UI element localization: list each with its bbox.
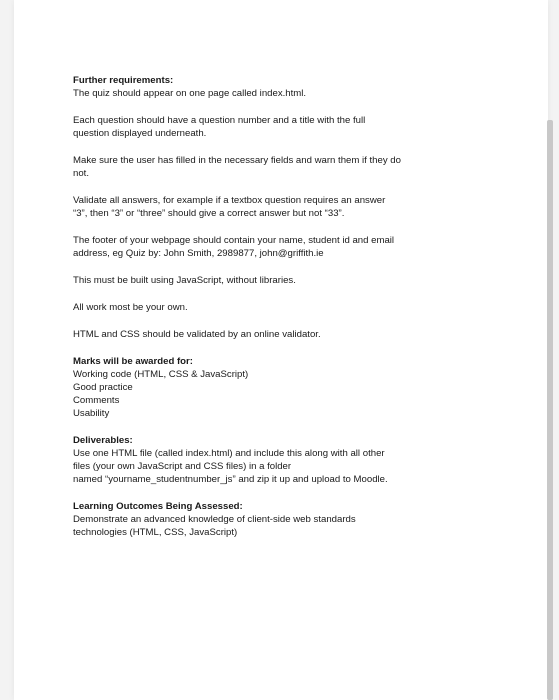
deliverables-line-2: files (your own JavaScript and CSS files) in a folder (73, 461, 292, 472)
outcomes-line-1: Demonstrate an advanced knowledge of client-side web standards (73, 514, 356, 525)
javascript-line: This must be built using JavaScript, without libraries. (73, 275, 296, 286)
deliverables-line-3: named “yourname_studentnumber_js” and zip it up and upload to Moodle. (73, 474, 388, 485)
marks-item: Good practice (73, 382, 133, 393)
fields-line-2: not. (73, 168, 90, 179)
further-requirements-heading: Further requirements: (73, 75, 174, 86)
document-content (73, 74, 473, 553)
question-line-2: question displayed underneath. (73, 128, 207, 139)
fields-line-1: Make sure the user has filled in the necessary fields and warn them if they do (73, 155, 401, 166)
outcomes-section (73, 500, 473, 539)
further-requirements-section (73, 74, 473, 100)
validate-line-1: Validate all answers, for example if a textbox question requires an answer (73, 195, 386, 206)
question-line-1: Each question should have a question number and a title with the full (73, 115, 366, 126)
scrollbar[interactable] (547, 120, 553, 700)
question-paragraph (73, 114, 473, 140)
deliverables-heading: Deliverables: (73, 435, 133, 446)
own-work-line: All work most be your own. (73, 302, 188, 313)
marks-section (73, 355, 473, 420)
validator-paragraph (73, 328, 473, 341)
validate-paragraph (73, 194, 473, 220)
deliverables-section (73, 434, 473, 486)
further-requirements-text: The quiz should appear on one page called index.html. (73, 88, 307, 99)
deliverables-line-1: Use one HTML file (called index.html) and include this along with all other (73, 448, 385, 459)
marks-item: Usability (73, 408, 110, 419)
marks-item: Working code (HTML, CSS & JavaScript) (73, 369, 249, 380)
outcomes-line-2: technologies (HTML, CSS, JavaScript) (73, 527, 238, 538)
footer-line-1: The footer of your webpage should contain your name, student id and email (73, 235, 395, 246)
javascript-paragraph (73, 274, 473, 287)
footer-paragraph (73, 234, 473, 260)
marks-item: Comments (73, 395, 120, 406)
validator-line: HTML and CSS should be validated by an online validator. (73, 329, 321, 340)
marks-heading: Marks will be awarded for: (73, 356, 193, 367)
own-work-paragraph (73, 301, 473, 314)
validate-line-2: “3”, then “3” or “three” should give a correct answer but not “33”. (73, 208, 345, 219)
fields-paragraph (73, 154, 473, 180)
footer-line-2: address, eg Quiz by: John Smith, 2989877, john@griffith.ie (73, 248, 324, 259)
outcomes-heading: Learning Outcomes Being Assessed: (73, 501, 243, 512)
